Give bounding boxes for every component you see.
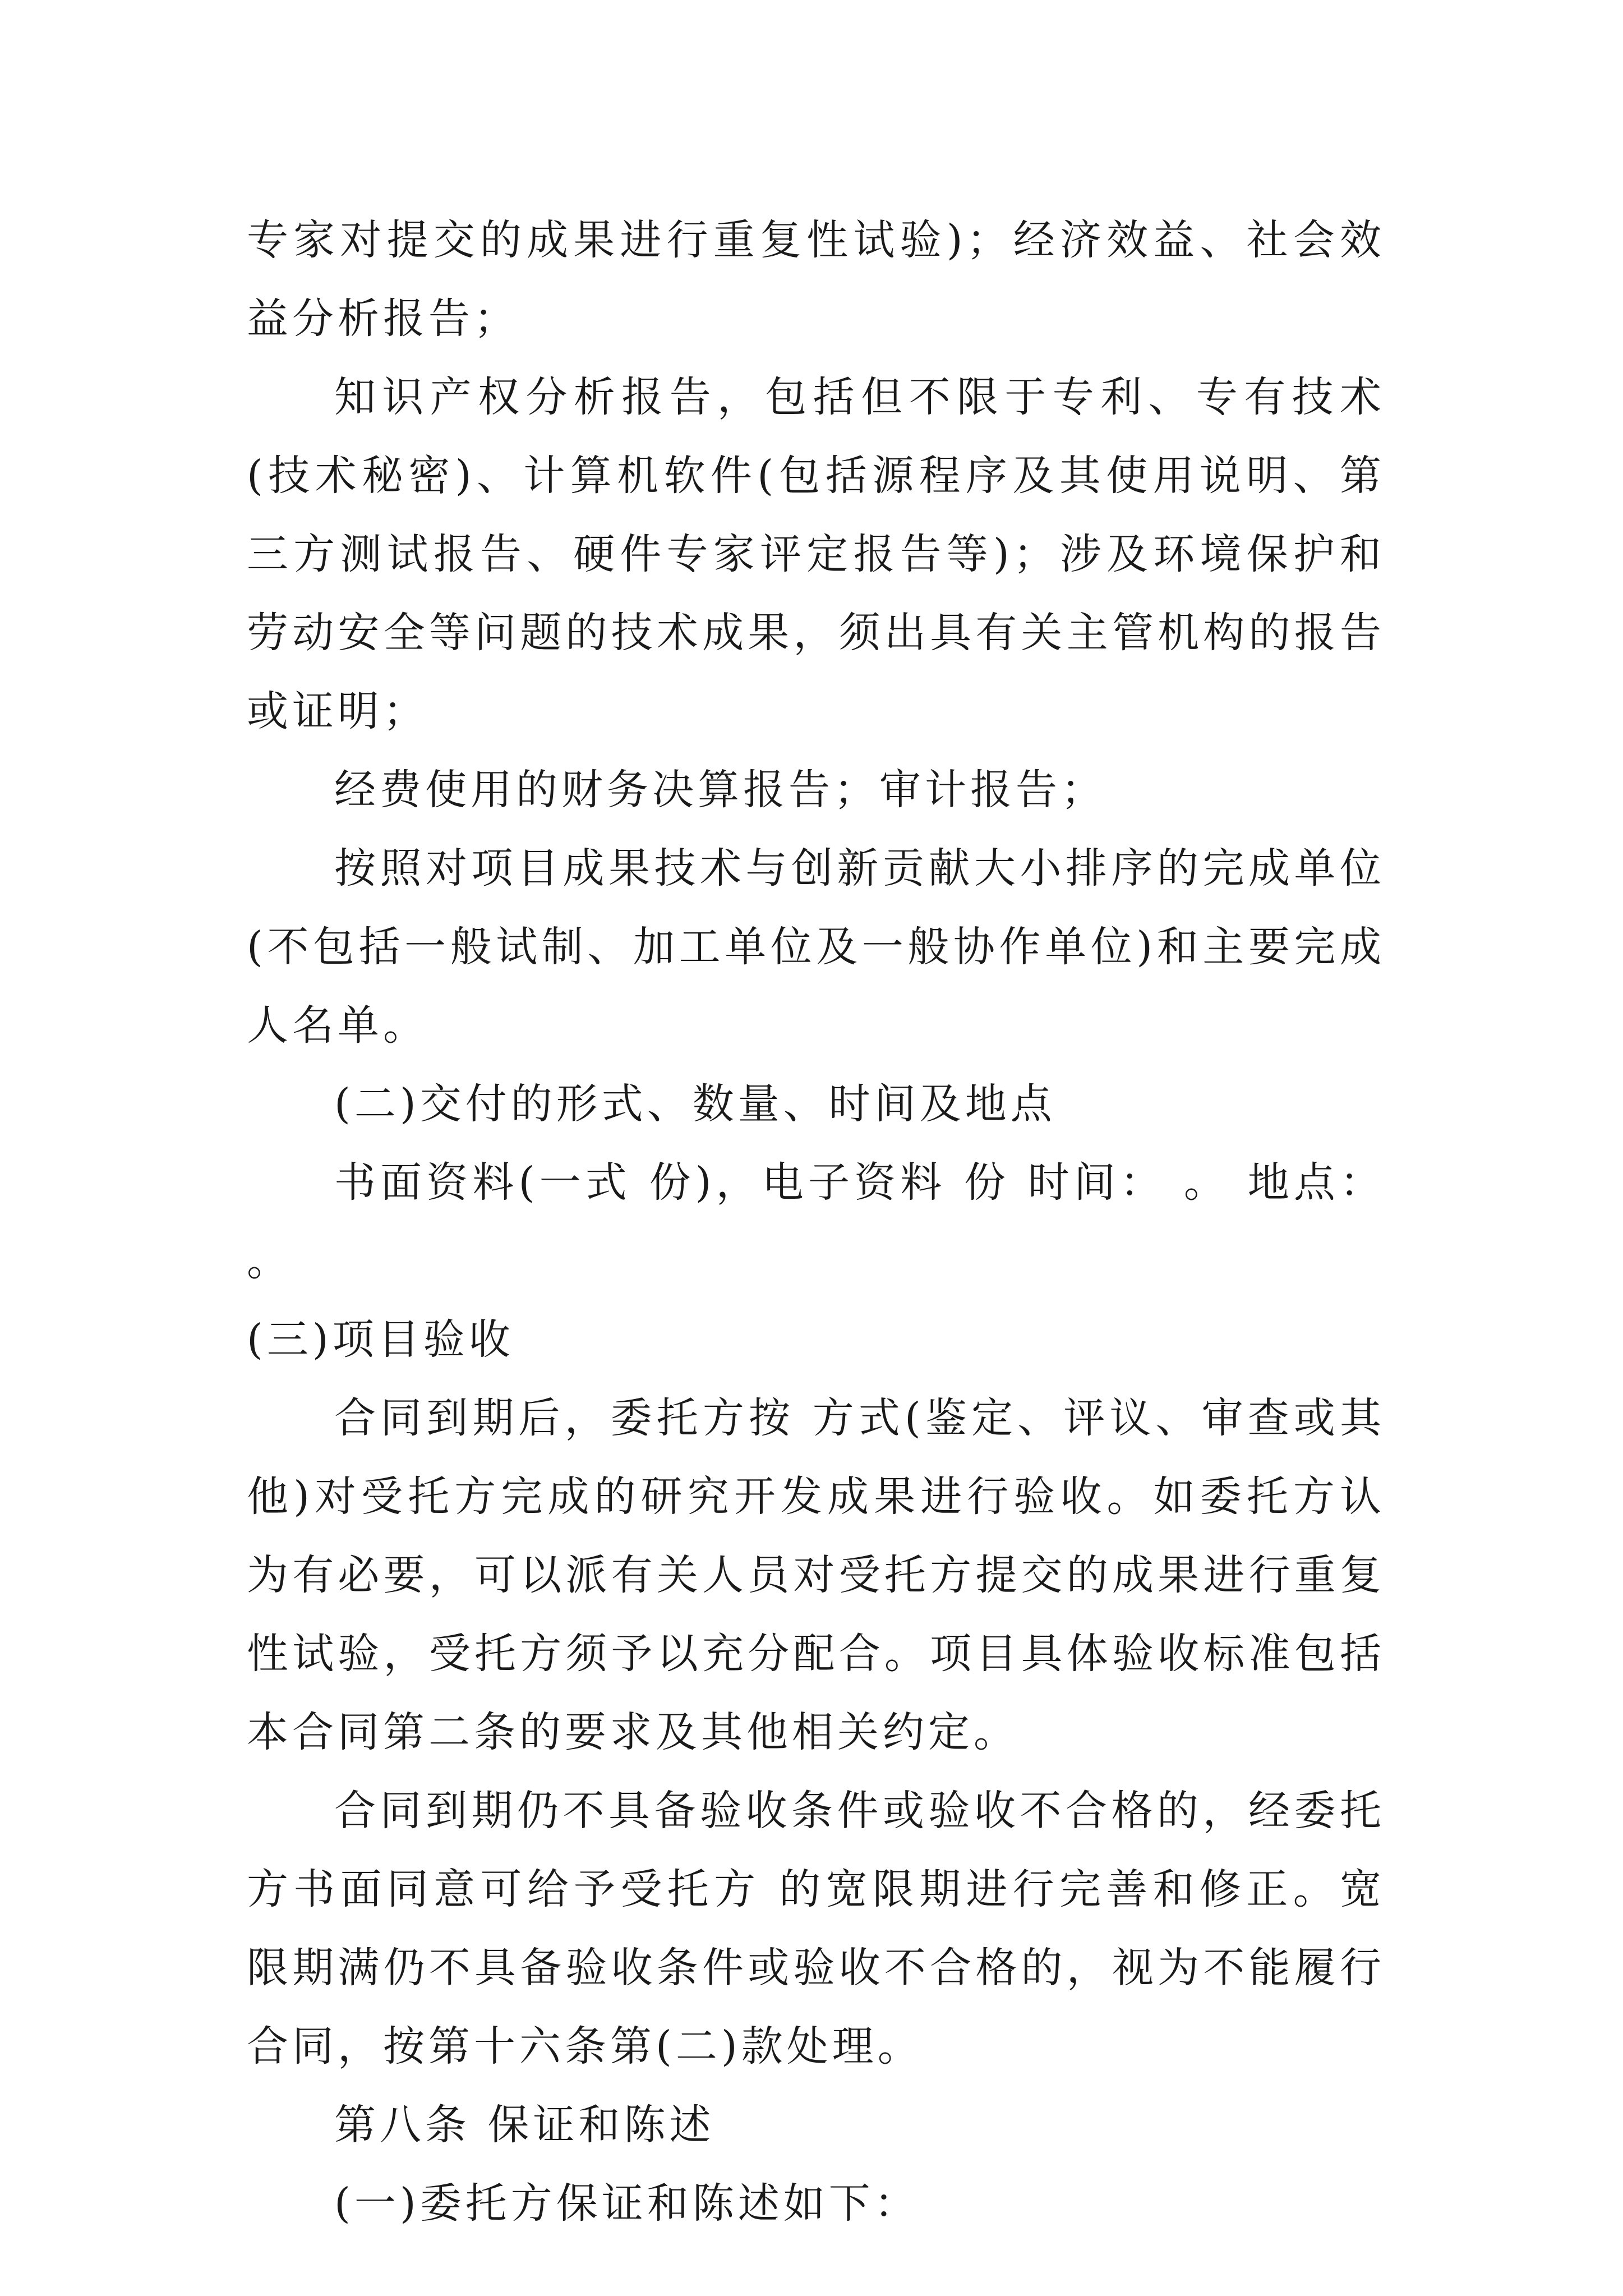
paragraph-acceptance-method: 合同到期后，委托方按 方式(鉴定、评议、审查或其他)对受托方完成的研究开发成果进行验收。如委托方认为有必要，可以派有关人员对受托方提交的成果进行重复性试验，受托方须予以充分配合。项目具体验收标准包括本合同第二条的要求及其他相关约定。	[247, 1394, 1385, 1756]
paragraph-financial-report: 经费使用的财务决算报告；审计报告；	[334, 766, 1106, 814]
section-heading-client-warranty: (一)委托方保证和陈述如下：	[334, 2179, 920, 2228]
paragraph-delivery-details: 书面资料(一式 份)，电子资料 份 时间： 。 地点： 。	[247, 1158, 1403, 1285]
paragraph-analysis-report: 专家对提交的成果进行重复性试验)；经济效益、社会效益分析报告；	[247, 216, 1385, 343]
section-heading-delivery: (二)交付的形式、数量、时间及地点	[334, 1080, 1056, 1128]
paragraph-ip-report: 知识产权分析报告，包括但不限于专利、专有技术(技术秘密)、计算机软件(包括源程序及其使用说明、第三方测试报告、硬件专家评定报告等)；涉及环境保护和劳动安全等问题的技术成果，须出具有关主管机构的报告或证明；	[247, 373, 1385, 735]
article-heading-eight: 第八条 保证和陈述	[334, 2101, 715, 2149]
document-body	[247, 201, 1403, 2243]
section-heading-acceptance: (三)项目验收	[247, 1315, 514, 1364]
paragraph-grace-period: 合同到期仍不具备验收条件或验收不合格的，经委托方书面同意可给予受托方 的宽限期进行完善和修正。宽限期满仍不具备验收条件或验收不合格的，视为不能履行合同，按第十六条第(二)款处理。	[247, 1787, 1385, 2070]
paragraph-completion-units: 按照对项目成果技术与创新贡献大小排序的完成单位(不包括一般试制、加工单位及一般协作单位)和主要完成人名单。	[247, 844, 1385, 1050]
